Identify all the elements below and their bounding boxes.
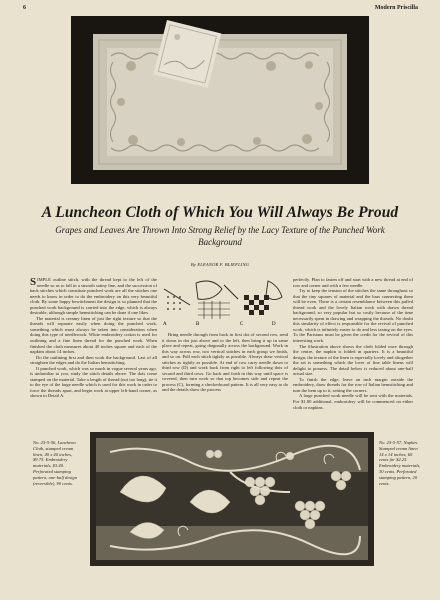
embroidery-detail-photo <box>90 432 374 566</box>
article-subhead: Grapes and Leaves Are Thrown Into Strong Relief by the Lacy Texture of the Punched Work Background <box>55 225 385 247</box>
paragraph: Try to keep the tension of the stitches the same throughout so that the tiny squares of material and the bars connecting them will be even. There is a certain resemblance between this pulled thread work and the lovely Italian work with drawn thread background, so very popular but so costly because of the time necessarily spent in drawing and wrapping the threads. No doubt this similarity of effect is responsible for the revival of punched work, which is infinitely easier to do and less taxing on the eyes. To the Parisians must be given the credit for the revival of this interesting work. <box>293 288 413 344</box>
detail-label: A <box>163 322 167 327</box>
page-number: 6 <box>23 5 26 11</box>
paragraph: To finish the edge, leave an inch margin outside the embroidery, draw threads for the row of Italian hemstitching and turn the hem up to it, setting the corners. <box>293 376 413 393</box>
article-column-middle <box>162 332 288 393</box>
detail-label: D <box>272 322 276 327</box>
paragraph: The material is creamy linen of just the right texture so that the threads will separate easily when doing the punched work, something which must always be taken into consideration when doing this type of needlework. White embroidery cotton is used for outlining and a fine linen thread for the punched work. When finished the cloth measures about 40 inches square and each of the napkins about 14 inches. <box>30 315 157 355</box>
article-byline: By ELEANOR F. BLIEFLING <box>190 262 250 267</box>
paragraph: Bring needle through from back in first dot of second row, send it down in dot just above and to the left, then bring it up in same place and repeat, going diagonally across the background. Work in this way across row, two vertical stitches in each group we finish, and so on. Pull each stitch tightly as possible. Always draw vertical stitches as tightly as possible. At end of row carry needle down to third row (D) and work back from right to left following dots of second and third rows. Go back and forth in this way until space is covered, then turn work so that top becomes side and repeat the process (C), forming a checkerboard pattern. It is all very easy to do and the details show the process <box>162 332 288 393</box>
detail-label: B <box>196 322 200 327</box>
article-headline: A Luncheon Cloth of Which You Will Always Be Proud <box>41 204 399 221</box>
stitch-detail-diagram <box>160 275 288 330</box>
paragraph: IMPLE outline stitch, with the thread kept to the left of the needle so as to fall in a smooth satiny line, and the succession of back stitches which constitute punched work are all the stitches one needs to know in order to do the embroidery on this very beautiful cloth. By some happy bewitchment the design is so planned that the punched work background is carried into the edge, which is always desirable, although simple hemstitching can be done if one likes. <box>30 277 157 316</box>
paragraph: Do the outlining first and then work the background. Last of all straighten the edges and do the Italian hemstitching. <box>30 354 157 366</box>
caption-luncheon-cloth: No. 25-5-56, Luncheon Cloth, stamped cream linen, 40 x 40 inches, $9.75. Embroidery materials, $3.40. Perforated stamping pattern, one-half design (reversible), 90 cents. <box>33 440 78 486</box>
paragraph: A large punched work needle will be sent with the materials. For $1.00 additional, embroidery will be commenced on either cloth or napkins. <box>293 393 413 410</box>
magazine-title: Modern Priscilla <box>374 5 418 11</box>
article-column-right <box>293 277 413 410</box>
detail-label: C <box>240 322 244 327</box>
drop-cap: S <box>30 275 37 288</box>
caption-napkin: No. 25-5-57, Napkin. Stamped cream linen 14 x 14 inches, 60 cents for $2.25. Embroidery materials, 30 cents. Perforated stamping pattern, 20 cents. <box>379 440 421 486</box>
paragraph: The illustration above shows the cloth folded once through the centre, the napkin is folded in quarters. It is a beautiful design, the texture of the linen is especially lovely and altogether the set is something which the lover of fine table linens will delight to possess. The detail below is reduced about one-half actual size. <box>293 343 413 377</box>
paragraph: perfectly. Plan to fasten off and start with a new thread at end of row and corner and with a few needle. <box>293 277 413 288</box>
luncheon-cloth-photo <box>71 16 369 184</box>
paragraph: If punched work, which was so much in vogue several years ago, is unfamiliar to you, study the stitch details above. The dots come stamped on the material. Take a length of thread (not too long), tie it to the eye of the large needle which is used for this work in order to force the threads apart, and begin work at upper left-hand corner, as shown in Detail A. <box>30 365 157 399</box>
article-column-left <box>30 277 157 399</box>
